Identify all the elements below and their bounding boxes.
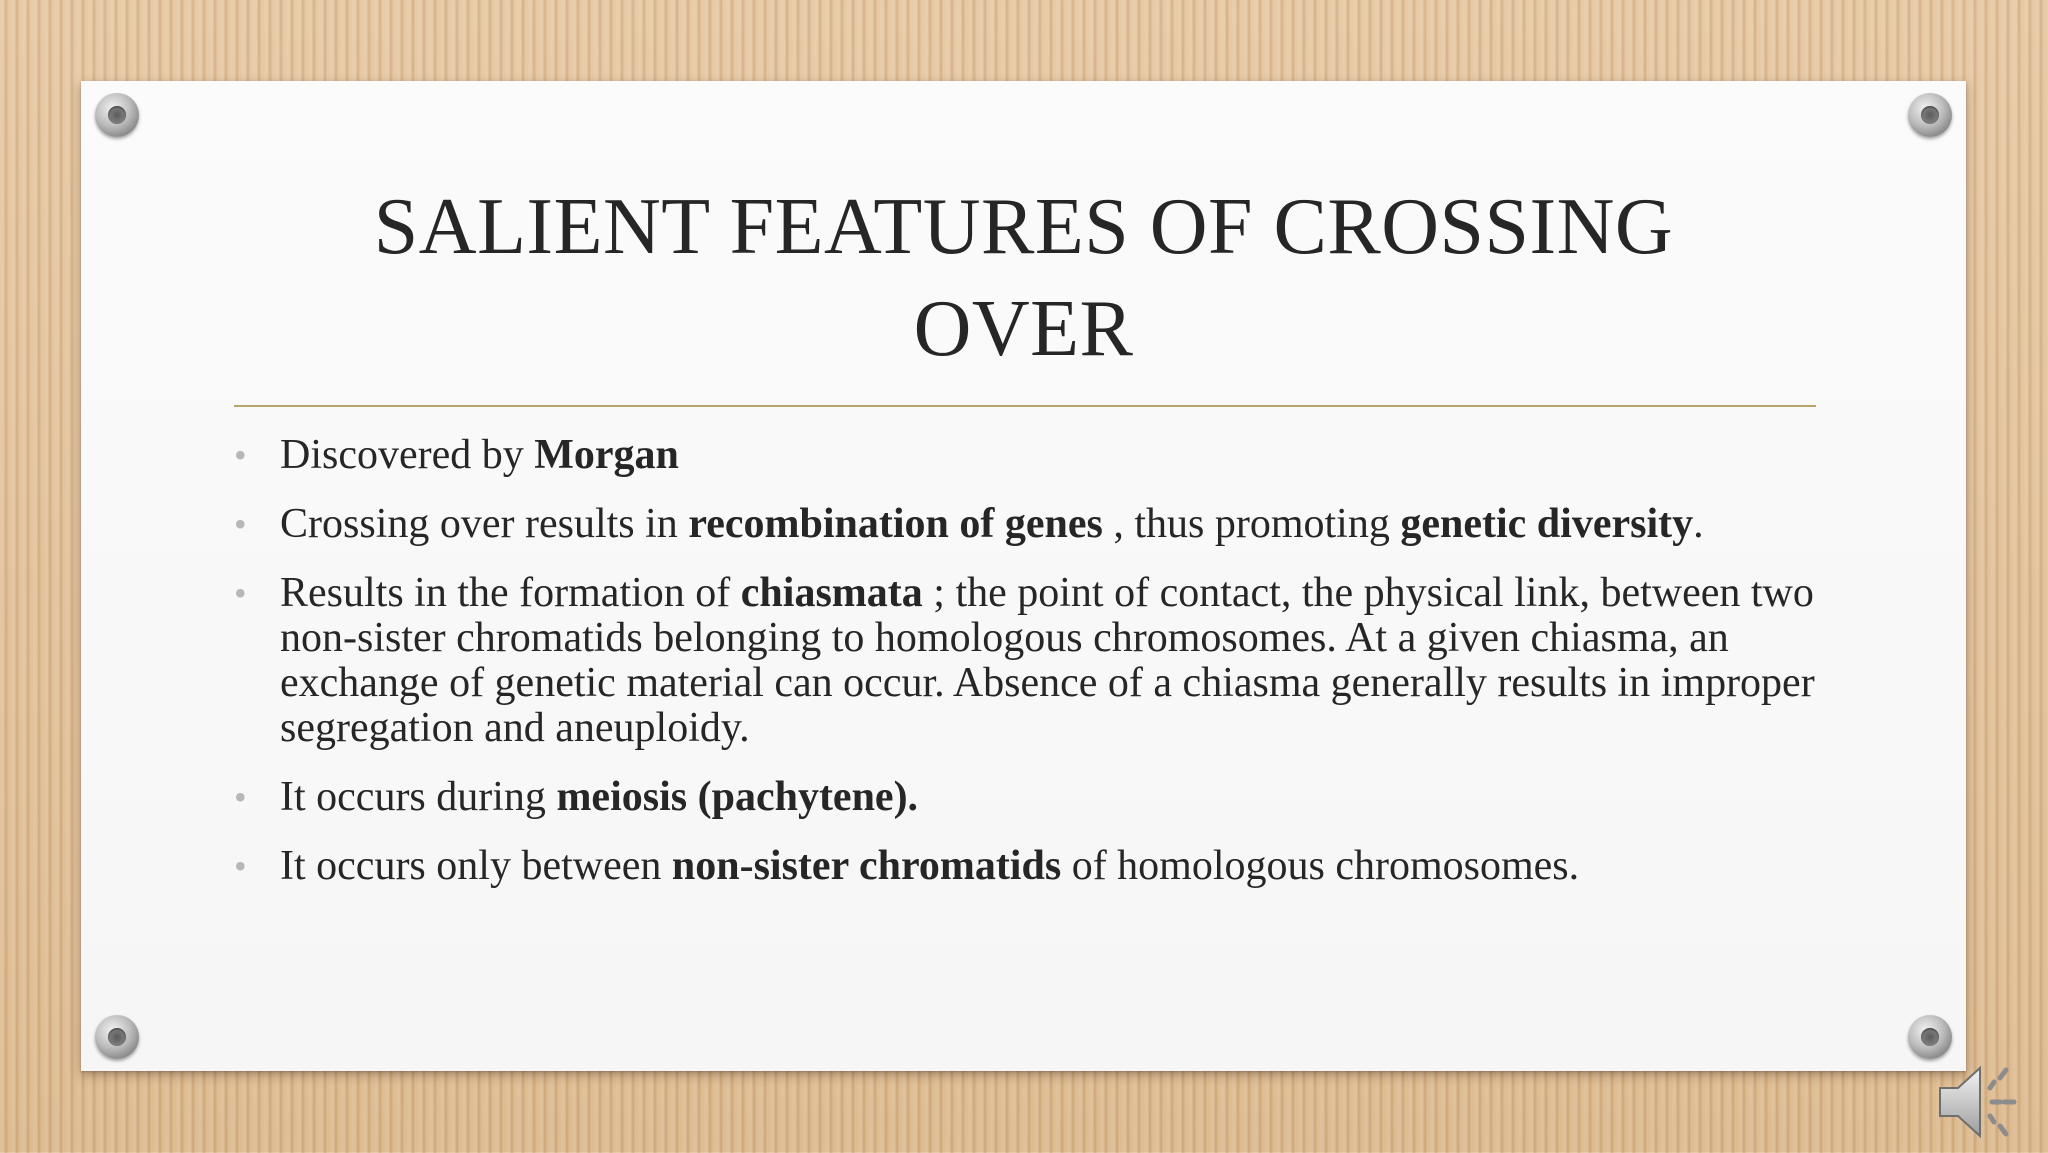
bullet-recombination [234, 502, 1834, 547]
bullet-text: of homologous chromosomes. [1061, 843, 1580, 889]
speaker-icon [1932, 1052, 2028, 1148]
bullet-text: It occurs only between [280, 843, 672, 889]
bullet-emphasis: Morgan [534, 432, 679, 478]
bullet-meiosis [234, 775, 1834, 820]
grommet-icon [1908, 93, 1952, 137]
bullet-chiasmata [234, 571, 1834, 751]
bullet-text: . [1693, 501, 1704, 547]
bullet-emphasis: non-sister chromatids [671, 843, 1062, 889]
bullet-emphasis: meiosis (pachytene). [556, 774, 919, 820]
bullet-discovered [234, 433, 1834, 478]
bullet-non-sister [234, 844, 1834, 889]
bullet-text: ; the point of contact, the physical link, between two non-sister chromatids belonging to homologous chromosomes. At a given chiasma, an exchange of genetic material can occur. Absence of a chiasma generally results in improper segregation and aneuploidy. [280, 570, 1815, 751]
bullet-text: Discovered by [280, 432, 535, 478]
bullet-list [234, 433, 1834, 913]
speaker-icon[interactable] [1932, 1052, 2028, 1148]
slide-title-line-1: SALIENT FEATURES OF CROSSING [373, 183, 1674, 271]
slide-title [81, 176, 1966, 380]
bullet-text: Results in the formation of [280, 570, 741, 616]
bullet-text: Crossing over results in [280, 501, 689, 547]
slide-card [81, 81, 1966, 1071]
bullet-text: It occurs during [280, 774, 557, 820]
bullet-emphasis: recombination of genes [688, 501, 1103, 547]
slide-title-line-2: OVER [913, 285, 1134, 373]
title-divider [234, 405, 1816, 407]
bullet-emphasis: genetic diversity [1400, 501, 1694, 547]
grommet-icon [95, 1015, 139, 1059]
grommet-icon [95, 93, 139, 137]
bullet-emphasis: chiasmata [740, 570, 923, 616]
bullet-text: , thus promoting [1102, 501, 1401, 547]
